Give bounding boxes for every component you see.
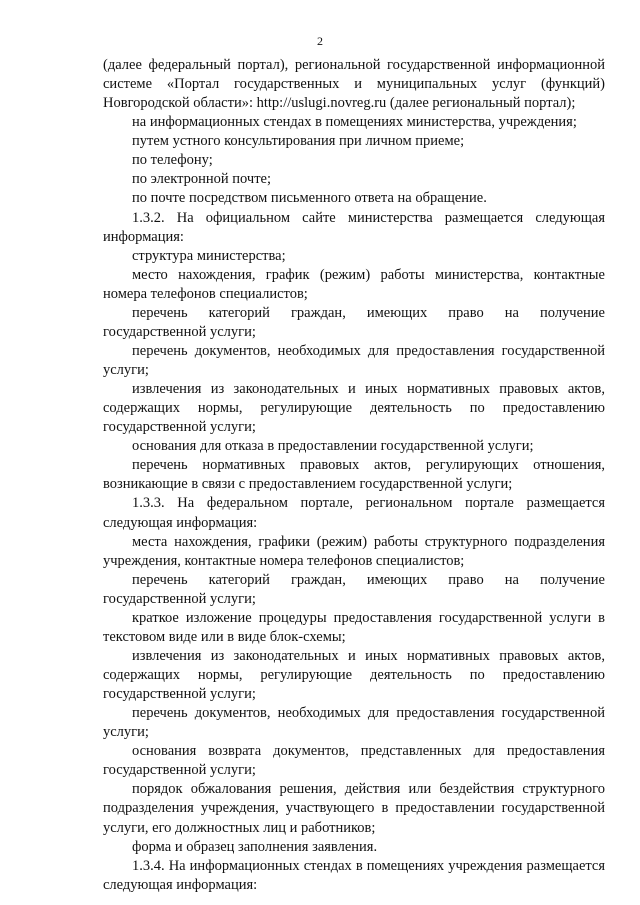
paragraph: по почте посредством письменного ответа на обращение. xyxy=(132,190,487,207)
paragraph: 1.3.3. На федеральном портале, региональном портале размещается следующая информация: xyxy=(103,495,605,531)
paragraph: на информационных стендах в помещениях министерства, учреждения; xyxy=(132,114,577,131)
paragraph: основания для отказа в предоставлении государственной услуги; xyxy=(132,438,534,455)
paragraph: краткое изложение процедуры предоставления государственной услуги в текстовом виде или в виде блок-схемы; xyxy=(103,609,605,645)
paragraph: порядок обжалования решения, действия или бездействия структурного подразделения учреждения, участвующего в предоставлении государственной услуги, его должностных лиц и работников; xyxy=(103,781,605,836)
paragraph: перечень категорий граждан, имеющих право на получение государственной услуги; xyxy=(103,571,605,607)
paragraph: перечень категорий граждан, имеющих право на получение государственной услуги; xyxy=(103,304,605,340)
paragraph: перечень документов, необходимых для предоставления государственной услуги; xyxy=(103,705,605,741)
page-number: 2 xyxy=(317,34,323,48)
paragraph: перечень документов, необходимых для предоставления государственной услуги; xyxy=(103,342,605,378)
paragraph: форма и образец заполнения заявления. xyxy=(132,838,378,855)
paragraph: места нахождения, графики (режим) работы структурного подразделения учреждения, контактные номера телефонов специалистов; xyxy=(103,533,605,569)
paragraph: структура министерства; xyxy=(132,247,286,264)
paragraph: по телефону; xyxy=(132,152,213,169)
paragraph: извлечения из законодательных и иных нормативных правовых актов, содержащих нормы, регулирующие деятельность по предоставлению государственной услуги; xyxy=(103,647,605,703)
paragraph: извлечения из законодательных и иных нормативных правовых актов, содержащих нормы, регулирующие деятельность по предоставлению государственной услуги; xyxy=(103,381,605,436)
paragraph: 1.3.2. На официальном сайте министерства размещается следующая информация: xyxy=(103,209,605,245)
paragraph: основания возврата документов, представленных для предоставления государственной услуги; xyxy=(103,743,605,779)
paragraph: перечень нормативных правовых актов, регулирующих отношения, возникающие в связи с предоставлением государственной услуги; xyxy=(103,457,605,493)
document-body xyxy=(103,56,605,895)
paragraph: 1.3.4. На информационных стендах в помещениях учреждения размещается следующая информация: xyxy=(103,857,605,893)
paragraph: путем устного консультирования при личном приеме; xyxy=(132,133,465,150)
paragraph: (далее федеральный портал), региональной государственной информационной системе «Портал государственных и муниципальных услуг (функций) Новгородской области»: http://uslugi.novreg.ru (далее региональный портал); xyxy=(103,57,605,112)
paragraph: по электронной почте; xyxy=(132,171,272,188)
paragraph: место нахождения, график (режим) работы министерства, контактные номера телефонов специалистов; xyxy=(103,266,605,302)
